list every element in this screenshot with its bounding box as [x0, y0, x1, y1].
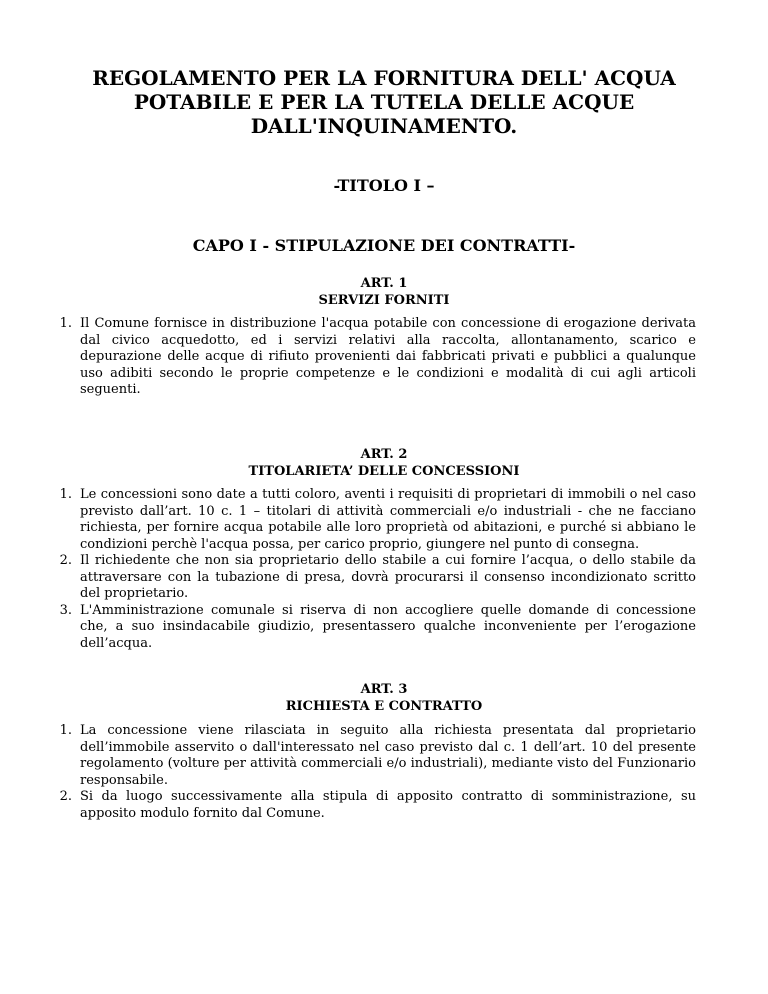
list-item: [36, 316, 696, 399]
article-title: SERVIZI FORNITI: [318, 293, 450, 308]
item-text: Le concessioni sono date a tutti coloro, aventi i requisiti di proprietari di immobili o nel caso previsto dall’art. 10 c. 1 – titolari di attività commerciali e/o industriali - che ne facciano richiesta, per fornire acqua potabile alle loro proprietà od abitazioni, e purché si abbiano le condizioni perchè l'acqua possa, per carico proprio, giungere nel punto di consegna.: [80, 487, 696, 552]
list-item: [36, 723, 696, 789]
article-number: ART. 1: [360, 276, 408, 291]
article-number: ART. 2: [360, 447, 408, 462]
item-text: Il Comune fornisce in distribuzione l'acqua potabile con concessione di erogazione derivata dal civico acquedotto, ed i servizi relativi alla raccolta, allontanamento, scarico e depurazione delle acque di rifiuto provenienti dai fabbricati privati e pubblici a qualunque uso adibiti secondo le proprie competenze e le condizioni e modalità di cui agli articoli seguenti.: [80, 316, 696, 397]
item-text: La concessione viene rilasciata in seguito alla richiesta presentata dal proprietario dell’immobile asservito o dall'interessato nel caso previsto dal c. 1 dell’art. 10 del presente regolamento (volture per attività commerciali e/o industriali), mediante visto del Funzionario responsabile.: [80, 723, 696, 788]
item-text: Il richiedente che non sia proprietario dello stabile a cui fornire l’acqua, o dello stabile da attraversare con la tubazione di presa, dovrà procurarsi il consenso incondizionato scritto del proprietario.: [80, 553, 696, 601]
article-3-list: [36, 723, 696, 822]
item-text: Si da luogo successivamente alla stipula di apposito contratto di somministrazione, su apposito modulo fornito dal Comune.: [80, 789, 696, 821]
capo-heading: CAPO I - STIPULAZIONE DEI CONTRATTI-: [192, 236, 576, 255]
list-item: [36, 487, 696, 553]
article-1-heading: [60, 275, 708, 309]
article-3-heading: [60, 681, 708, 715]
article-2-heading: [60, 446, 708, 480]
article-number: ART. 3: [360, 682, 408, 697]
list-item: [36, 789, 696, 822]
item-number: 1.: [59, 723, 72, 738]
article-title: TITOLARIETA’ DELLE CONCESSIONI: [248, 464, 520, 479]
article-2-list: [36, 487, 696, 652]
article-title: RICHIESTA E CONTRATTO: [285, 699, 483, 714]
item-number: 1.: [59, 487, 72, 502]
item-number: 1.: [59, 316, 72, 331]
item-number: 3.: [59, 602, 72, 618]
list-item: [36, 603, 696, 653]
list-item: [36, 553, 696, 603]
article-1-list: [36, 316, 696, 399]
item-number: 2.: [59, 553, 72, 568]
document-title: REGOLAMENTO PER LA FORNITURA DELL' ACQUA POTABILE E PER LA TUTELA DELLE ACQUE DALL'INQUINAMENTO.: [92, 66, 676, 138]
item-text: L'Amministrazione comunale si riserva di non accogliere quelle domande di concessione che, a suo insindacabile giudizio, presentassero qualche inconveniente per l’erogazione dell’acqua.: [80, 602, 696, 651]
titolo-heading: -TITOLO I –: [333, 176, 435, 195]
item-number: 2.: [59, 789, 72, 804]
